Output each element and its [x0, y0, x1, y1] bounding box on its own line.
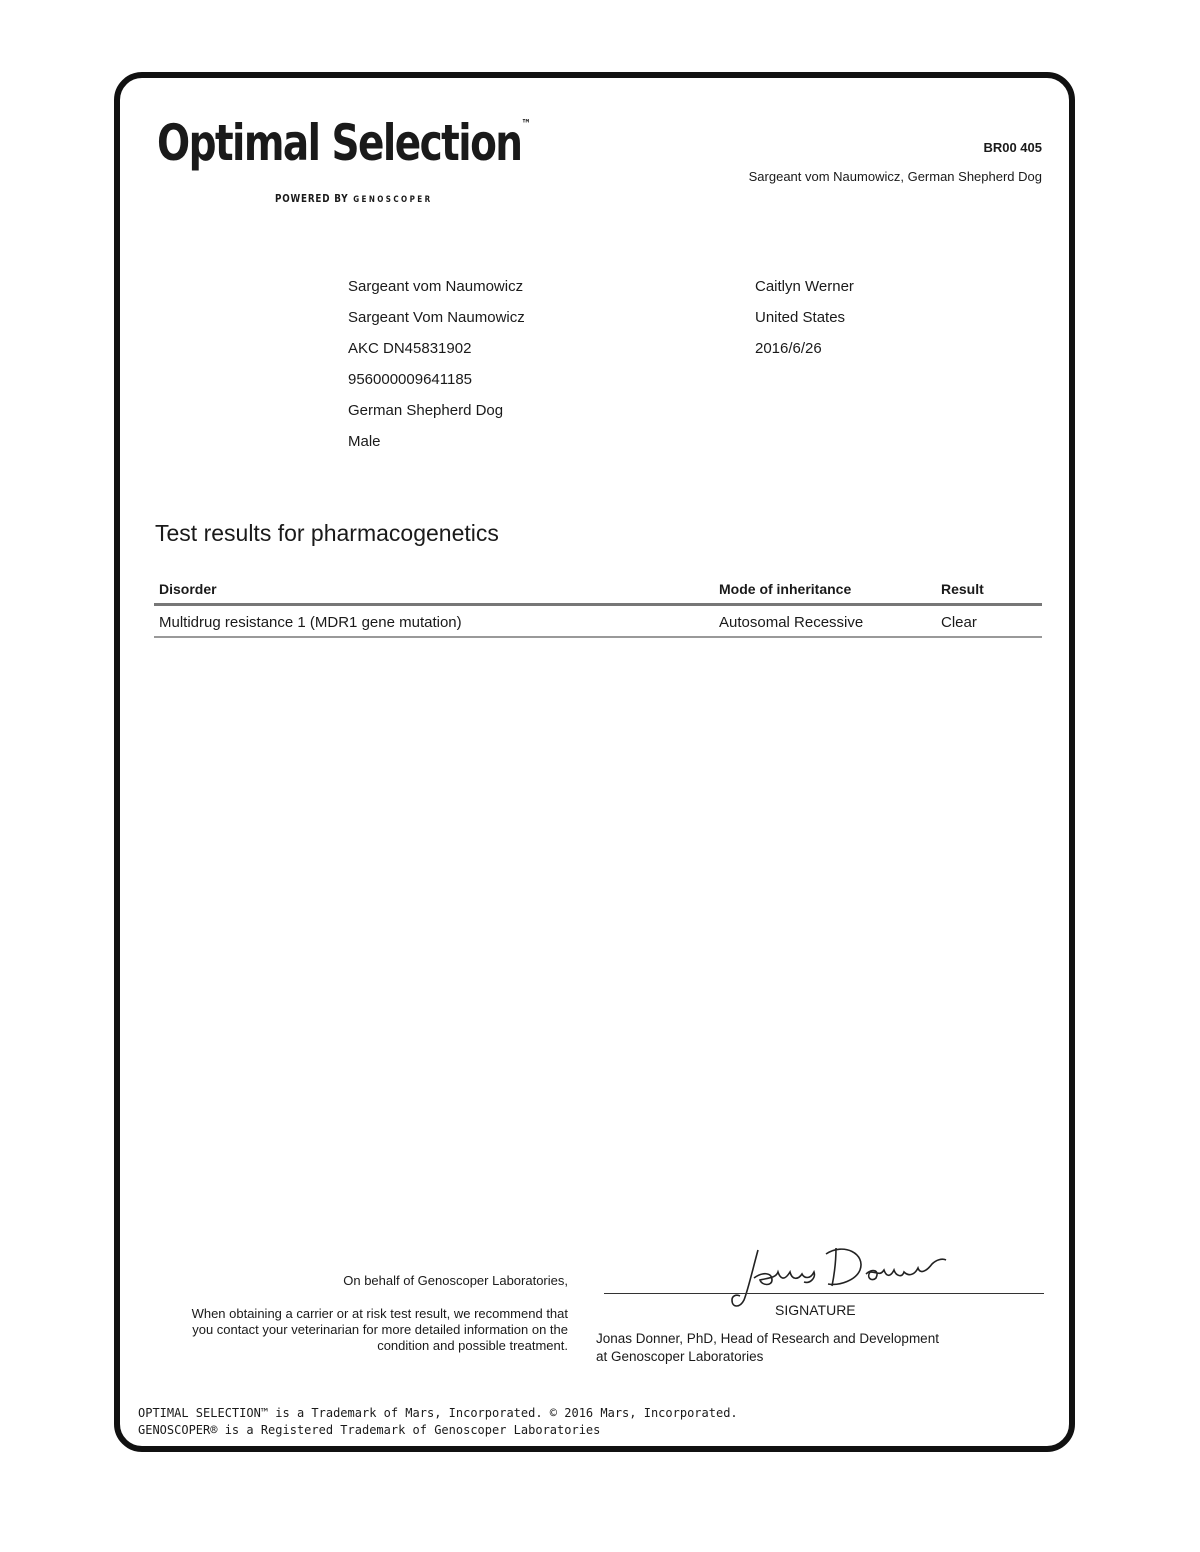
legal-line-1: OPTIMAL SELECTION™ is a Trademark of Mars, Incorporated. © 2016 Mars, Incorporated.	[138, 1406, 738, 1420]
signature-label: SIGNATURE	[775, 1302, 856, 1318]
legal-footer	[138, 1405, 738, 1439]
report-dog-title: Sargeant vom Naumowicz, German Shepherd Dog	[748, 169, 1042, 184]
legal-line-2: GENOSCOPER® is a Registered Trademark of Genoscoper Laboratories	[138, 1423, 601, 1437]
signer-line-2: at Genoscoper Laboratories	[596, 1349, 764, 1364]
disorder-cell: Multidrug resistance 1 (MDR1 gene mutation)	[159, 614, 462, 631]
on-behalf-text: On behalf of Genoscoper Laboratories,	[343, 1273, 568, 1288]
row-rule	[154, 636, 1042, 638]
mode-header: Mode of inheritance	[719, 581, 852, 597]
header-rule	[154, 603, 1042, 606]
disorder-header: Disorder	[159, 581, 217, 597]
optimal-selection-logo	[157, 114, 636, 205]
report-code: BR00 405	[983, 140, 1042, 155]
signature-line	[604, 1293, 1044, 1294]
result-cell: Clear	[941, 614, 977, 631]
logo-title: Optimal Selection™	[157, 114, 531, 172]
signer-info	[596, 1330, 939, 1366]
powered-by-line: POWERED BY GENOSCOPER	[275, 192, 433, 205]
result-header: Result	[941, 581, 984, 597]
mode-cell: Autosomal Recessive	[719, 614, 864, 631]
recommendation-text: When obtaining a carrier or at risk test result, we recommend that you contact your veterinarian for more detailed information on the condition and possible treatment.	[191, 1306, 568, 1353]
signer-line-1: Jonas Donner, PhD, Head of Research and Development	[596, 1331, 939, 1346]
results-title: Test results for pharmacogenetics	[155, 520, 499, 546]
